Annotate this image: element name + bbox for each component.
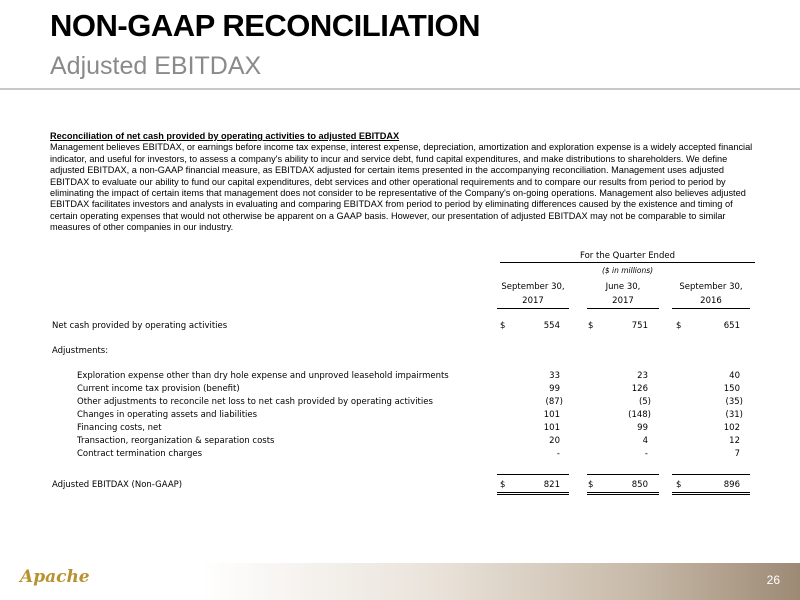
adjustments-label: Adjustments:	[52, 346, 109, 356]
total-value-1: 821	[543, 480, 560, 490]
adjustment-value: -	[644, 449, 648, 459]
adjustment-value: 101	[543, 423, 560, 433]
adjustment-value: -	[556, 449, 560, 459]
total-currency-2: $	[588, 480, 594, 490]
adjustment-label: Contract termination charges	[77, 449, 203, 459]
intro-body: Management believes EBITDAX, or earnings before income tax expense, interest expense, depreciation, amortization and exploration expense is a widely accepted financial indicator, and useful for investors, to assess a company's ability to incur and service debt, fund capital expenditures, and make distributions to shareholders. We define adjusted EBITDAX, a non-GAAP financial measure, as EBITDAX adjusted for certain items presented in the accompanying reconciliation. Management uses adjusted EBITDAX to evaluate our ability to fund our capital expenditures, debt services and other operational requirements and to compare our results from period to period by eliminating the impact of certain items that management does not consider to be representative of the Company's on-going operations. Management also believes adjusted EBITDAX facilitates investors and analysts in evaluating and comparing EBITDAX from period to period by eliminating differences caused by the existence and timing of certain operating expenses that would not otherwise be apparent on a GAAP basis. However, our presentation of adjusted EBITDAX may not be comparable to similar measures of other companies in our industry.	[50, 142, 753, 233]
total-value-2: 850	[631, 480, 648, 490]
total-currency-3: $	[676, 480, 682, 490]
total-value-3: 896	[723, 480, 740, 490]
column-header-1-line1: September 30,	[501, 282, 565, 292]
header-divider	[0, 88, 800, 90]
column-header-1-line2: 2017	[522, 296, 544, 306]
apache-logo: Apache	[20, 567, 90, 587]
total-double-rule-2	[587, 492, 659, 495]
net-cash-value-1: 554	[543, 321, 560, 331]
total-currency-1: $	[500, 480, 506, 490]
net-cash-value-2: 751	[631, 321, 648, 331]
adjustment-value: (35)	[725, 397, 743, 407]
adjustment-value: 4	[642, 436, 648, 446]
adjustment-value: 33	[549, 371, 560, 381]
adjustment-value: (5)	[638, 397, 651, 407]
column-header-3-line1: September 30,	[679, 282, 743, 292]
intro-paragraph	[50, 131, 755, 234]
net-cash-currency-3: $	[676, 321, 682, 331]
adjustment-value: 12	[729, 436, 740, 446]
adjustment-value: 150	[723, 384, 740, 394]
net-cash-currency-1: $	[500, 321, 506, 331]
total-double-rule-1	[497, 492, 569, 495]
adjustment-value: (87)	[545, 397, 563, 407]
total-label: Adjusted EBITDAX (Non-GAAP)	[52, 480, 183, 490]
subtotal-rule-2	[587, 474, 659, 475]
page-subtitle: Adjusted EBITDAX	[50, 52, 262, 80]
group-header-rule	[500, 262, 755, 263]
column-header-2-line1: June 30,	[605, 282, 641, 292]
adjustment-label: Transaction, reorganization & separation costs	[77, 436, 275, 446]
column-header-3-rule	[672, 308, 750, 309]
net-cash-value-3: 651	[723, 321, 740, 331]
adjustment-value: 7	[734, 449, 740, 459]
adjustment-value: 99	[549, 384, 560, 394]
net-cash-currency-2: $	[588, 321, 594, 331]
adjustment-value: 23	[637, 371, 648, 381]
column-header-1-rule	[497, 308, 569, 309]
page-number: 26	[766, 573, 780, 587]
footer-band	[0, 563, 800, 600]
subtotal-rule-3	[672, 474, 750, 475]
column-header-2-rule	[587, 308, 659, 309]
net-cash-label: Net cash provided by operating activities	[52, 321, 228, 331]
adjustment-value: 126	[631, 384, 648, 394]
adjustment-label: Other adjustments to reconcile net loss to net cash provided by operating activities	[77, 397, 433, 407]
adjustment-value: (148)	[628, 410, 651, 420]
adjustment-label: Current income tax provision (benefit)	[77, 384, 240, 394]
adjustment-label: Financing costs, net	[77, 423, 162, 433]
column-header-2-line2: 2017	[612, 296, 634, 306]
adjustment-label: Changes in operating assets and liabilities	[77, 410, 258, 420]
total-double-rule-3	[672, 492, 750, 495]
adjustment-value: 102	[723, 423, 740, 433]
adjustment-value: 40	[729, 371, 740, 381]
adjustment-label: Exploration expense other than dry hole expense and unproved leasehold impairments	[77, 371, 449, 381]
adjustment-value: 99	[637, 423, 648, 433]
adjustment-value: 101	[543, 410, 560, 420]
intro-heading: Reconciliation of net cash provided by operating activities to adjusted EBITDAX	[50, 131, 400, 141]
column-header-3-line2: 2016	[700, 296, 722, 306]
adjustment-value: 20	[549, 436, 560, 446]
adjustment-value: (31)	[725, 410, 743, 420]
subtotal-rule-1	[497, 474, 569, 475]
table-units: ($ in millions)	[601, 266, 654, 275]
page-title: NON-GAAP RECONCILIATION	[50, 8, 480, 43]
table-group-header: For the Quarter Ended	[580, 251, 675, 261]
